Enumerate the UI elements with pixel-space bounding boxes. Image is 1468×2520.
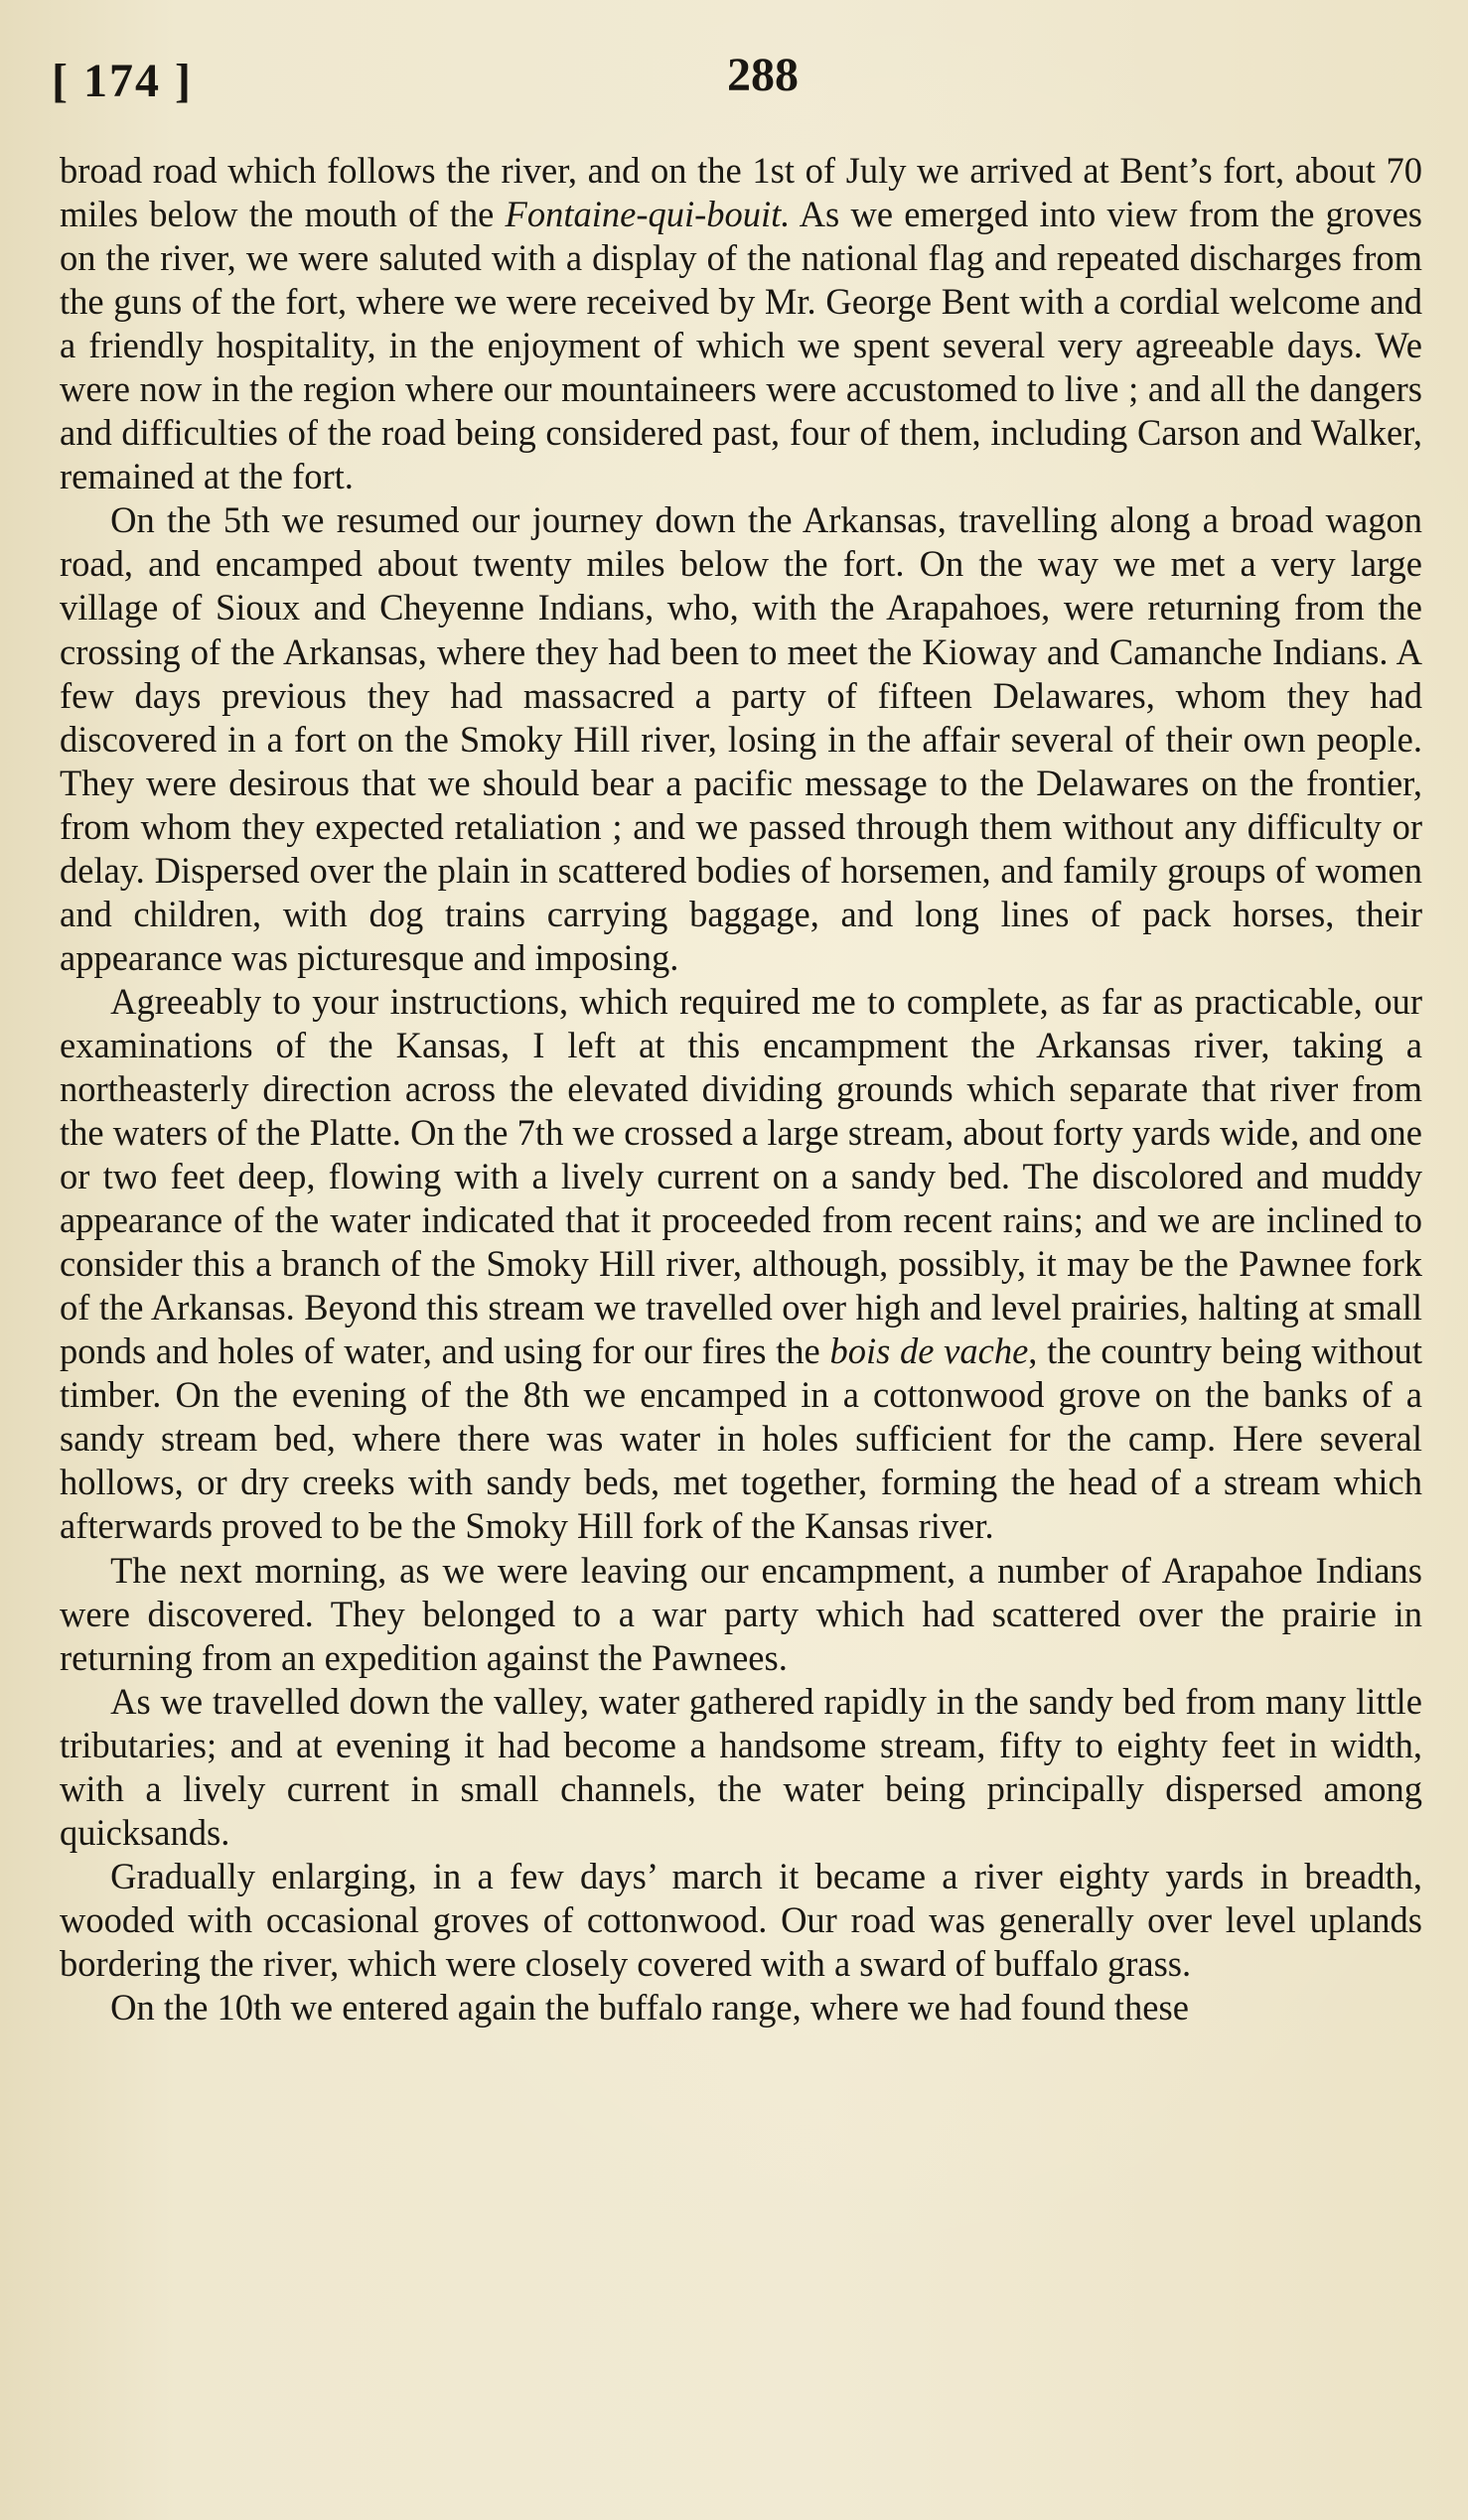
text-segment: , the country being without timber. On the evening of the 8th we encamped in a cottonwood grove on the banks of a sandy stream bed, where there was water in holes sufficient for the camp. Here several hollows, or dry creeks with sandy beds, met together, forming the head of a stream which afterwards proved to be the Smoky Hill fork of the Kansas river.: [60, 1330, 1422, 1547]
text-segment: Agreeably to your instructions, which required me to complete, as far as practicable, our examinations of the Kansas, I left at this encampment the Arkansas river, taking a northeasterly direction across the elevated dividing grounds which separate that river from the waters of the Platte. On the 7th we crossed a large stream, about forty yards wide, and one or two feet deep, flowing with a lively current on a sandy bed. The discolored and muddy appearance of the water indicated that it proceeded from recent rains; and we are inclined to consider this a branch of the Smoky Hill river, although, possibly, it may be the Pawnee fork of the Arkansas. Beyond this stream we travelled over high and level prairies, halting at small ponds and holes of water, and using for our fires the: [60, 980, 1422, 1372]
text-segment: On the 5th we resumed our journey down the Arkansas, travelling along a broad wagon road, and encamped about twenty miles below the fort. On the way we met a very large village of Sioux and Cheyenne Indians, who, with the Arapahoes, were returning from the crossing of the Arkansas, where they had been to meet the Kioway and Camanche Indians. A few days previous they had massacred a party of fifteen Delawares, whom they had discovered in a fort on the Smoky Hill river, losing in the affair several of their own people. They were desirous that we should bear a pacific message to the Delawares on the frontier, from whom they expected retaliation ; and we passed through them without any difficulty or delay. Dispersed over the plain in scattered bodies of horsemen, and family groups of women and children, with dog trains carrying baggage, and long lines of pack horses, their appearance was picturesque and imposing.: [60, 499, 1422, 978]
text-segment: The next morning, as we were leaving our encampment, a number of Arapahoe Indians were discovered. They belonged to a war party which had scattered over the prairie in returning from an expedition against the Pawnees.: [60, 1549, 1422, 1678]
original-page-number: 174: [82, 55, 161, 107]
bracket-open: [: [52, 55, 70, 107]
italic-phrase: bois de vache: [829, 1330, 1029, 1372]
paragraph: [60, 980, 1422, 1549]
text-segment: As we travelled down the valley, water gathered rapidly in the sandy bed from many little tributaries; and at evening it had become a handsome stream, fifty to eighty feet in width, with a lively current in small channels, the water being principally dispersed among quicksands.: [60, 1680, 1422, 1853]
page-number: 288: [727, 49, 799, 101]
paragraph: [60, 149, 1422, 498]
paragraph: [60, 1680, 1422, 1855]
text-segment: Gradually enlarging, in a few days’ march it became a river eighty yards in breadth, wooded with occasional groves of cottonwood. Our road was generally over level uplands bordering the river, which were closely covered with a sward of buffalo grass.: [60, 1855, 1422, 1984]
text-segment: On the 10th we entered again the buffalo range, where we had found these: [110, 1986, 1189, 2028]
paragraph: [60, 1549, 1422, 1680]
original-page-marker: [52, 55, 193, 107]
paragraph: [60, 1986, 1422, 2030]
italic-phrase: Fontaine-qui-bouit.: [505, 194, 791, 235]
text-segment: As we emerged into view from the groves on the river, we were saluted with a display of the national flag and repeated discharges from the guns of the fort, where we were received by Mr. George Bent with a cordial welcome and a friendly hospitality, in the enjoyment of which we spent several very agreeable days. We were now in the region where our mountaineers were accustomed to live ; and all the dangers and difficulties of the road being considered past, four of them, including Carson and Walker, remained at the fort.: [60, 194, 1422, 497]
text-segment: broad road which follows the river, and on the 1st of July we arrived at Bent’s fort, about 70 miles below the mouth of the: [60, 150, 1422, 235]
paragraph: [60, 1855, 1422, 1986]
bracket-close: ]: [174, 55, 193, 107]
paragraph: [60, 498, 1422, 980]
body-text: [60, 149, 1422, 2030]
page-header: [52, 49, 1432, 131]
